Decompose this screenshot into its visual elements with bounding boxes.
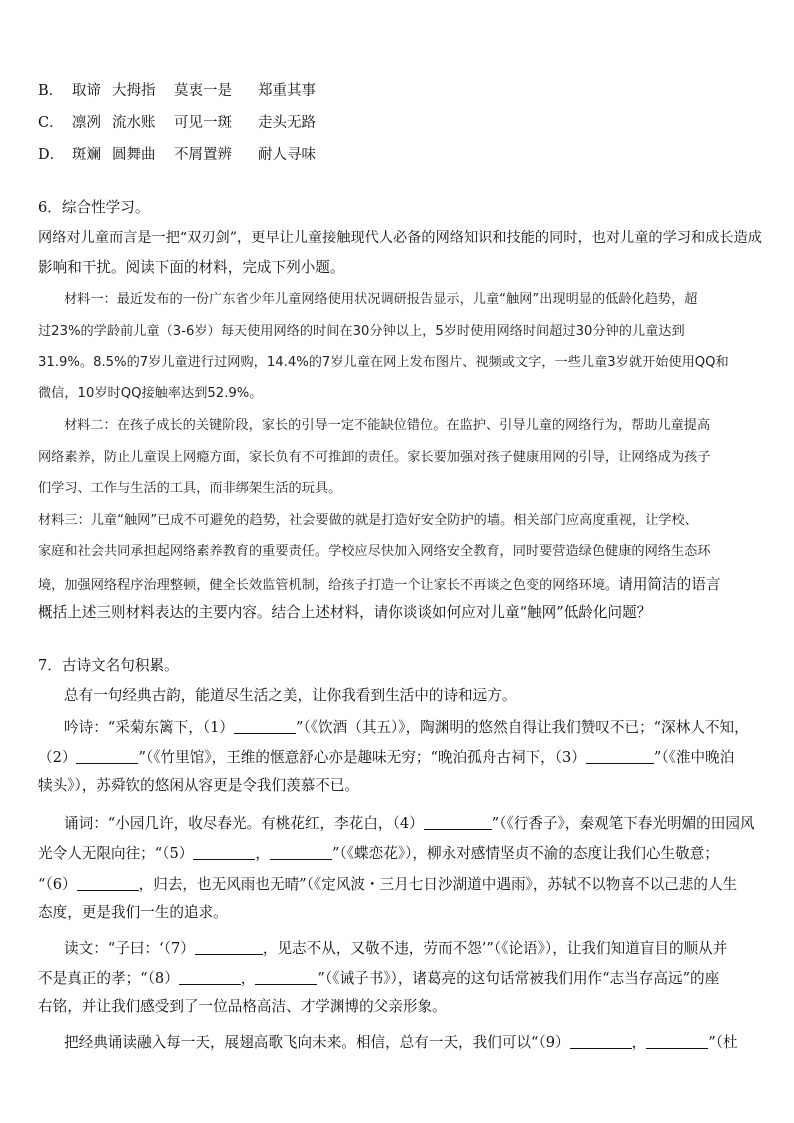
option-word: 流水账 xyxy=(112,115,156,131)
ci-recitation-line xyxy=(64,815,755,832)
option-word: 取谛 xyxy=(72,83,101,99)
text: ”（《竹里馆》，王维的惬意舒心亦是趣味无穷；“晚泊孤舟古祠下，（3） xyxy=(138,749,586,766)
text: ”（《蝶恋花》），柳永对感情坚贞不渝的态度让我们心生敬意； xyxy=(332,845,719,862)
text: ”（杜 xyxy=(708,1034,738,1051)
text: 读文：“子曰：‘（7） xyxy=(64,940,195,957)
material-2: 网络素养，防止儿童误上网瘾方面，家长负有不可推卸的责任。家长要加强对孩子健康用网的引导，让网络成为孩子 xyxy=(38,450,711,465)
option-word: 郑重其事 xyxy=(258,83,316,99)
text: 诵词：“小园几许，收尽春光。有桃花红，李花白，（4） xyxy=(64,815,424,832)
answer-blank-9a[interactable] xyxy=(570,1034,632,1049)
option-word: 圆舞曲 xyxy=(112,147,156,163)
option-c xyxy=(38,116,316,131)
prose-reading-line xyxy=(38,970,719,987)
text: 吟诗：“采菊东篱下，（1） xyxy=(64,719,234,736)
option-letter: C． xyxy=(38,115,64,131)
text: ”（《饮酒（其五）》，陶渊明的悠然自得让我们赞叹不已；“深林人不知， xyxy=(295,719,749,736)
option-word: 可见一斑 xyxy=(174,115,232,131)
material-1: 31.9%。8.5%的7岁儿童进行过网购，14.4%的7岁儿童在网上发布图片、视频或文字，一些儿童3岁就开始使用QQ和 xyxy=(38,355,729,370)
answer-blank-6[interactable] xyxy=(77,876,139,891)
text: ，归去，也无风雨也无晴”（《定风波・三月七日沙湖道中遇雨》，苏轼不以物喜不以己悲的人生 xyxy=(138,876,738,893)
answer-blank-2[interactable] xyxy=(76,749,138,764)
question-prompt: 概括上述三则材料表达的主要内容。结合上述材料，请你谈谈如何应对儿童“触网”低龄化问题？ xyxy=(38,604,652,621)
option-word: 莫衷一是 xyxy=(174,83,232,99)
material-1: 过23%的学龄前儿童（3-6岁）每天使用网络的时间在30分钟以上，5岁时使用网络时间超过30分钟的儿童达到 xyxy=(38,324,685,339)
text: ”（《淮中晚泊 xyxy=(653,749,735,766)
text: “（6） xyxy=(38,876,77,893)
answer-blank-5b[interactable] xyxy=(270,845,332,860)
material-3: 家庭和社会共同承担起网络素养教育的重要责任。学校应尽快加入网络安全教育，同时要营造绿色健康的网络生态环 xyxy=(38,544,711,559)
option-word: 不屑置辨 xyxy=(174,147,232,163)
material-1: 材料一：最近发布的一份广东省少年儿童网络使用状况调研报告显示，儿童“触网”出现明显的低龄化趋势，超 xyxy=(64,292,698,307)
ci-recitation-line xyxy=(38,876,737,893)
text: ， xyxy=(255,845,270,862)
answer-blank-3[interactable] xyxy=(586,749,654,764)
poem-recitation-line xyxy=(64,719,749,736)
material-2: 材料二：在孩子成长的关键阶段，家长的引导一定不能缺位错位。在监护、引导儿童的网络行为，帮助儿童提高 xyxy=(64,418,711,433)
answer-blank-5a[interactable] xyxy=(193,845,255,860)
option-word: 走头无路 xyxy=(258,115,316,131)
answer-blank-4[interactable] xyxy=(424,815,492,830)
material-2: 们学习、工作与生活的工具，而非绑架生活的玩具。 xyxy=(38,481,342,496)
poem-recitation-line xyxy=(38,749,734,766)
option-word: 斑斓 xyxy=(72,147,101,163)
answer-blank-8a[interactable] xyxy=(179,970,241,985)
option-letter: D． xyxy=(38,147,65,163)
text: 把经典诵读融入每一天，展翅高歌飞向未来。相信，总有一天，我们可以“（9） xyxy=(64,1034,570,1051)
answer-blank-9b[interactable] xyxy=(646,1034,708,1049)
option-word: 大拇指 xyxy=(112,83,156,99)
closing-line xyxy=(64,1034,738,1051)
ci-recitation-line xyxy=(38,845,719,862)
answer-blank-8b[interactable] xyxy=(255,970,317,985)
text: ， xyxy=(631,1034,647,1051)
text: 光令人无限向往；“（5） xyxy=(38,845,194,862)
answer-blank-7[interactable] xyxy=(195,940,263,955)
text: ， xyxy=(240,970,256,987)
text: ”（《行香子》，秦观笔下春光明媚的田园风 xyxy=(491,815,755,832)
option-b xyxy=(38,84,316,99)
material-1: 微信，10岁时QQ接触率达到52.9%。 xyxy=(38,386,263,401)
poem-recitation-line: 犊头》），苏舜钦的悠闲从容更是令我们羡慕不已。 xyxy=(38,777,360,794)
material-3-line xyxy=(38,576,720,593)
ci-recitation-line: 态度，更是我们一生的追求。 xyxy=(38,904,228,921)
answer-blank-1[interactable] xyxy=(234,719,296,734)
question-6-intro: 网络对儿童而言是一把“双刃剑”，更早让儿童接触现代人必备的网络知识和技能的同时，也对儿童的学习和成长造成 xyxy=(38,230,762,246)
question-prompt: 请用简洁的语言 xyxy=(618,576,721,593)
option-word: 耐人寻味 xyxy=(258,147,316,163)
option-word: 凛冽 xyxy=(72,115,101,131)
prose-reading-line: 右铭，并让我们感受到了一位品格高洁、才学渊博的父亲形象。 xyxy=(38,998,447,1015)
prose-reading-line xyxy=(64,940,727,957)
text: ”（《诫子书》），诸葛亮的这句话常被我们用作“志当存高远”的座 xyxy=(317,970,720,987)
text: ，见志不从，又敬不违，劳而不怨’”（《论语》），让我们知道盲目的顺从并 xyxy=(262,940,728,957)
material-3: 材料三：儿童“触网”已成不可避免的趋势，社会要做的就是打造好安全防护的墙。相关部门应高度重视，让学校、 xyxy=(38,513,698,528)
material-3: 境，加强网络程序治理整顿，健全长效监管机制，给孩子打造一个让家长不再谈之色变的网络环境。 xyxy=(38,578,619,593)
question-7-lead: 总有一句经典古韵，能道尽生活之美，让你我看到生活中的诗和远方。 xyxy=(64,687,517,704)
text: （2） xyxy=(38,749,77,766)
question-7-title: 7．古诗文名句积累。 xyxy=(38,657,179,674)
text: 不是真正的孝；“（8） xyxy=(38,970,179,987)
option-d xyxy=(38,148,316,163)
question-6-intro: 影响和干扰。阅读下面的材料，完成下列小题。 xyxy=(38,259,345,276)
option-letter: B． xyxy=(38,83,64,99)
question-6-title: 6．综合性学习。 xyxy=(38,199,150,216)
